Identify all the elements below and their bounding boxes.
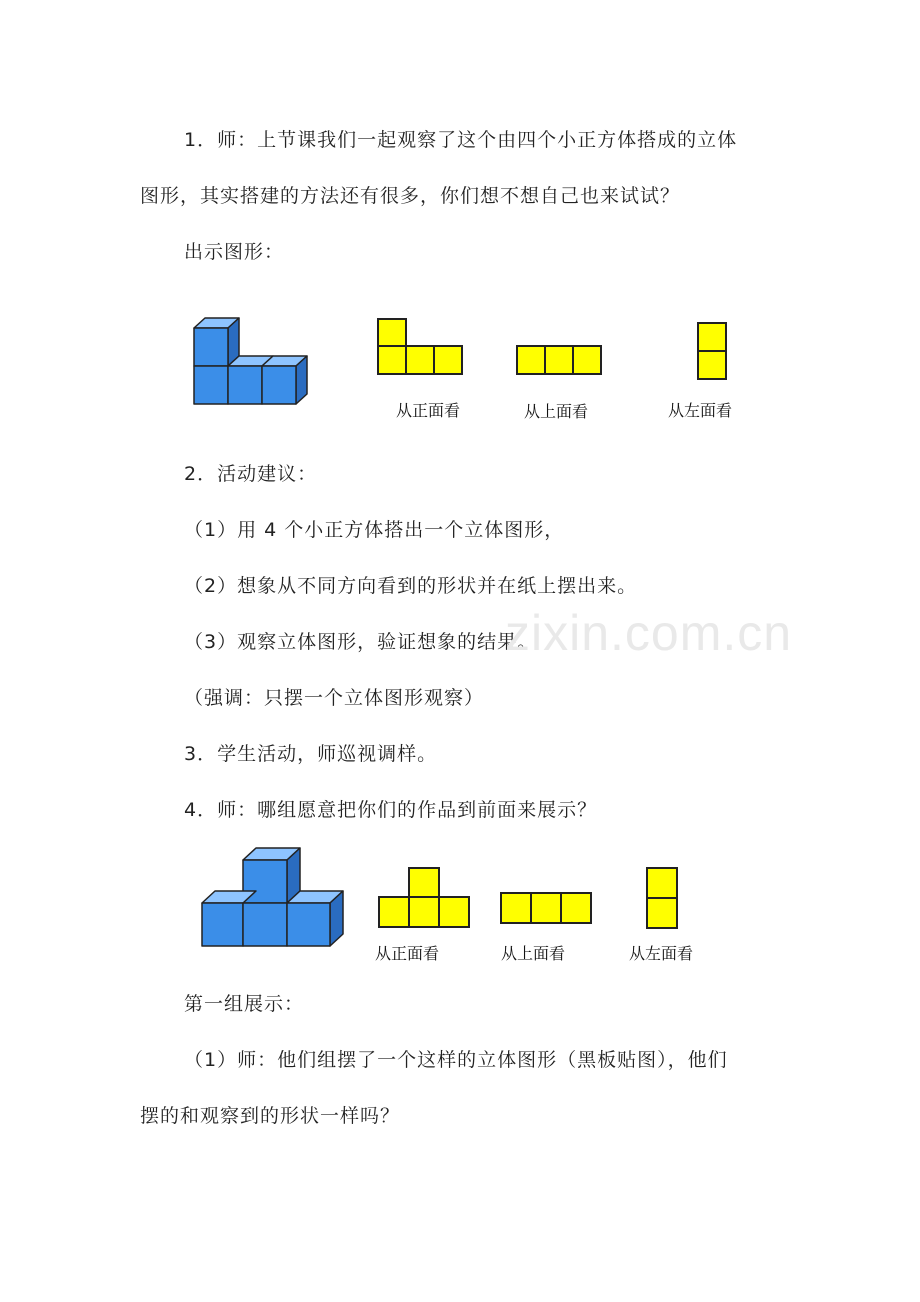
cube-face-front <box>194 328 228 366</box>
view-square <box>561 893 591 923</box>
paragraph-show-figure: 出示图形： <box>184 241 285 263</box>
suggestion-1: （1）用 4 个小正方体搭出一个立体图形， <box>184 519 565 541</box>
figure-1-front-view <box>378 319 462 374</box>
view-square <box>698 323 726 351</box>
cube-face-front <box>202 903 243 946</box>
view-square <box>378 319 406 346</box>
view-square <box>698 351 726 379</box>
view-square <box>573 346 601 374</box>
view-square <box>406 346 434 374</box>
emphasis-note: （强调：只摆一个立体图形观察） <box>184 687 485 709</box>
figure-1-caption-left: 从左面看 <box>668 401 733 420</box>
watermark: zixin.com.cn <box>505 605 793 661</box>
teacher-question-line-2: 摆的和观察到的形状一样吗？ <box>140 1105 401 1127</box>
figure-1-caption-front: 从正面看 <box>396 401 461 420</box>
cube-face-front <box>243 903 287 946</box>
figure-2-solid <box>202 848 343 946</box>
figure-2-caption-left: 从左面看 <box>629 944 694 963</box>
cube-face-front <box>228 366 262 404</box>
view-square <box>647 898 677 928</box>
view-square <box>531 893 561 923</box>
paragraph-1-line-2: 图形，其实搭建的方法还有很多，你们想不想自己也来试试？ <box>140 185 681 207</box>
view-square <box>379 897 409 927</box>
cube-face-front <box>194 366 228 404</box>
suggestion-3: （3）观察立体图形，验证想象的结果。 <box>184 631 538 653</box>
figure-2-caption-front: 从正面看 <box>375 944 440 963</box>
view-square <box>647 868 677 898</box>
figure-1-left-view <box>698 323 726 379</box>
view-square <box>517 346 545 374</box>
figure-1-top-view <box>517 346 601 374</box>
view-square <box>439 897 469 927</box>
view-square <box>409 868 439 897</box>
paragraph-1-line-1: 1．师：上节课我们一起观察了这个由四个小正方体搭成的立体 <box>184 129 738 151</box>
group-one-heading: 第一组展示： <box>184 993 305 1015</box>
view-square <box>545 346 573 374</box>
figure-2-left-view <box>647 868 677 928</box>
view-square <box>501 893 531 923</box>
teacher-question-line-1: （1）师：他们组摆了一个这样的立体图形（黑板贴图），他们 <box>184 1049 728 1071</box>
paragraph-4: 4．师：哪组愿意把你们的作品到前面来展示？ <box>184 799 598 821</box>
view-square <box>409 897 439 927</box>
view-square <box>434 346 462 374</box>
figure-2-caption-top: 从上面看 <box>501 944 566 963</box>
figure-2-top-view <box>501 893 591 923</box>
cube-face-front <box>262 366 296 404</box>
figure-1-caption-top: 从上面看 <box>524 402 589 421</box>
figure-1-solid <box>194 318 307 404</box>
suggestion-2: （2）想象从不同方向看到的形状并在纸上摆出来。 <box>184 575 638 597</box>
paragraph-3: 3．学生活动，师巡视调样。 <box>184 743 438 765</box>
paragraph-2-heading: 2．活动建议： <box>184 463 318 485</box>
view-square <box>378 346 406 374</box>
cube-face-front <box>287 903 330 946</box>
figure-2-front-view <box>379 868 469 927</box>
